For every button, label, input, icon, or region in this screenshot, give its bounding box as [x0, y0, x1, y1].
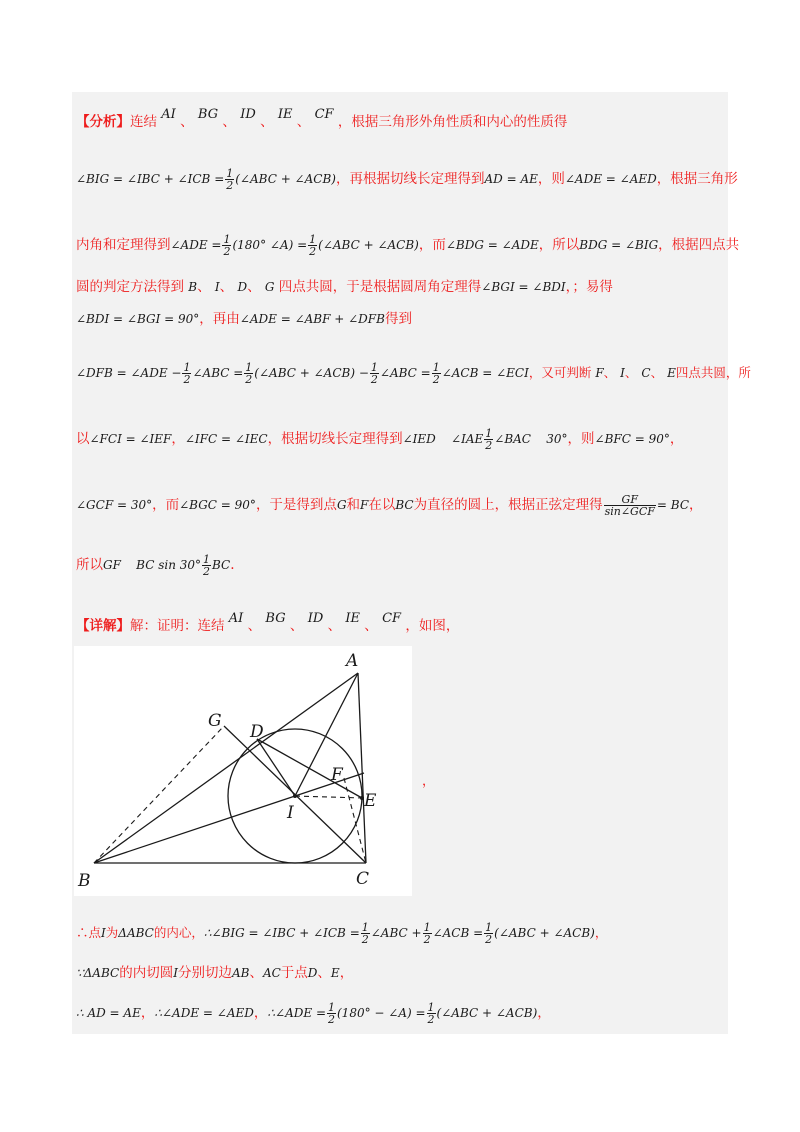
figure-trailing-comma: ，	[422, 774, 436, 789]
detail-line-1: 【详解】解：证明：连结 AI 、 BG 、 ID 、 IE 、 CF ，如图，	[76, 611, 460, 634]
fraction: $\frac{1}{2}$	[226, 167, 234, 192]
fraction: $\frac{GF}{\text{sin∠GCF}}$	[604, 493, 655, 518]
label-e: E	[364, 791, 377, 811]
fraction: $\frac{1}{2}$	[309, 233, 317, 258]
detail-line-2: ∴点I为ΔABC的内心，∴∠BIG = ∠IBC + ∠ICB = $\frac{1}{2}$ ∠ABC + $\frac{1}{2}$ ∠ACB = $\frac{1}{2}$ (∠ABC + ∠ACB)，	[76, 921, 608, 946]
label-i: I	[287, 803, 294, 823]
segment-bg: BG	[197, 107, 219, 122]
label-a: A	[346, 651, 359, 671]
segment-id-line	[257, 739, 295, 796]
analysis-line-2: ∠BIG = ∠IBC + ∠ICB = $\frac{1}{2}$ (∠ABC + ∠ACB)，再根据切线长定理得到AD = AE，则∠ADE = ∠AED，根据三角形	[76, 167, 738, 192]
fraction: $\frac{1}{2}$	[223, 233, 231, 258]
analysis-line-6: ∠DFB = ∠ADE − $\frac{1}{2}$ ∠ABC = $\frac{1}{2}$ (∠ABC + ∠ACB) − $\frac{1}{2}$ ∠ABC = $\frac{1}{2}$ ∠ACB = ∠ECI，又可判断 F、 I、 C、 E四点共圆，所	[76, 361, 751, 386]
fraction: $\frac{1}{2}$	[485, 921, 493, 946]
fraction: $\frac{1}{2}$	[245, 361, 253, 386]
analysis-tag: 【分析】	[76, 114, 130, 130]
detail-tag: 【详解】	[76, 618, 130, 634]
segment-ai: AI	[161, 107, 176, 122]
detail-line-4: ∴ AD = AE，∴∠ADE = ∠AED，∴∠ADE = $\frac{1}{2}$ (180° − ∠A) = $\frac{1}{2}$ (∠ABC + ∠ACB)，	[76, 1001, 551, 1026]
analysis-line-5: ∠BDI = ∠BGI = 90°，再由∠ADE = ∠ABF + ∠DFB得到	[76, 311, 412, 327]
analysis-line-7: 以∠FCI = ∠IEF，∠IFC = ∠IEC，根据切线长定理得到∠IED ∠IAE $\frac{1}{2}$ ∠BAC 30°，则∠BFC = 90°，	[76, 427, 684, 452]
fraction: $\frac{1}{2}$	[485, 427, 493, 452]
fraction: $\frac{1}{2}$	[183, 361, 191, 386]
detail-line-3: ∵ΔABC的内切圆I分别切边AB、AC于点D、E，	[76, 965, 354, 981]
side-ab	[94, 673, 358, 863]
segment-ie-dashed	[295, 796, 362, 798]
segment-ie: IE	[277, 107, 293, 122]
analysis-line-8: ∠GCF = 30°，而∠BGC = 90°，于是得到点G和F在以BC为直径的圆上，根据正弦定理得 $\frac{GF}{\text{sin∠GCF}}$ = BC，	[76, 493, 703, 518]
chord-de	[257, 739, 362, 798]
point-i	[293, 794, 297, 798]
label-f: F	[331, 765, 343, 785]
label-c: C	[356, 869, 370, 889]
analysis-line-4: 圆的判定方法得到 B、 I、 D、 G 四点共圆，于是根据圆周角定理得∠BGI = ∠BDI，；易得	[76, 279, 613, 295]
fraction: $\frac{1}{2}$	[370, 361, 378, 386]
analysis-line-3: 内角和定理得到∠ADE = $\frac{1}{2}$ (180° ∠A) = $\frac{1}{2}$ (∠ABC + ∠ACB)，而∠BDG = ∠ADE，所以BDG = ∠BIG，根据四点共	[76, 233, 740, 258]
analysis-line-1: 【分析】连结 AI 、 BG 、 ID 、 IE 、 CF ，根据三角形外角性质和内心的性质得	[76, 104, 726, 133]
fraction: $\frac{1}{2}$	[361, 921, 369, 946]
segment-bg-dashed	[94, 726, 224, 863]
analysis-line-9: 所以GF BC sin 30° $\frac{1}{2}$ BC.	[76, 553, 235, 578]
label-g: G	[208, 711, 222, 731]
side-ac	[358, 673, 366, 863]
label-d: D	[250, 722, 264, 742]
geometry-figure	[74, 646, 412, 896]
fraction: $\frac{1}{2}$	[427, 1001, 435, 1026]
fraction: $\frac{1}{2}$	[432, 361, 440, 386]
triangle-incircle-diagram	[74, 646, 412, 896]
label-b: B	[78, 871, 91, 891]
segment-cf: CF	[314, 107, 334, 122]
segment-id: ID	[240, 107, 256, 122]
fraction: $\frac{1}{2}$	[423, 921, 431, 946]
fraction: $\frac{1}{2}$	[203, 553, 211, 578]
fraction: $\frac{1}{2}$	[328, 1001, 335, 1026]
